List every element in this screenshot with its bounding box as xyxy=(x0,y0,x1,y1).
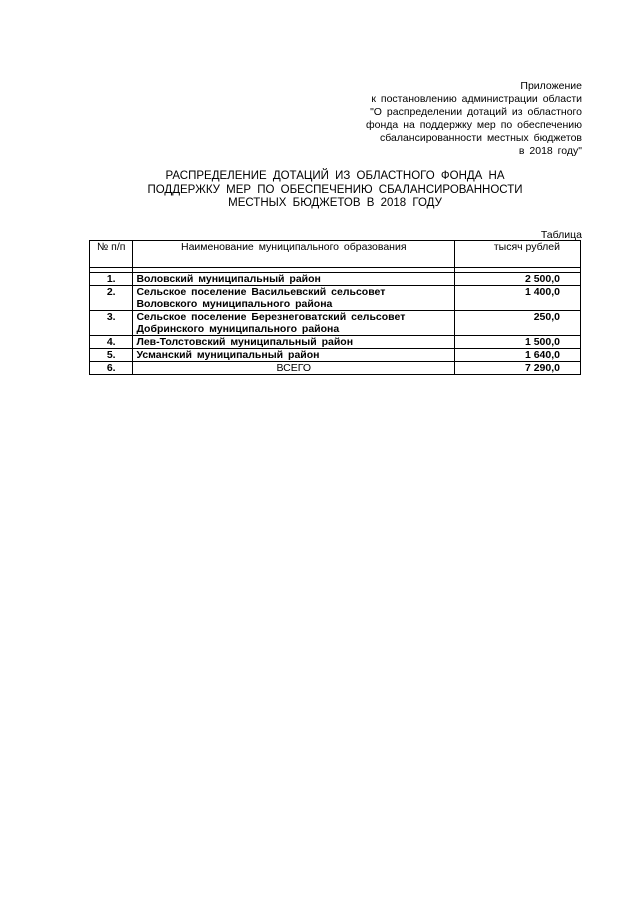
row-name xyxy=(133,311,455,336)
table-row xyxy=(90,311,581,336)
appendix-header xyxy=(282,80,582,158)
row-name-line: Воловский муниципальный район xyxy=(136,273,321,285)
table-header-row xyxy=(90,241,581,268)
table-row xyxy=(90,349,581,362)
header-num: № п/п xyxy=(90,241,133,268)
table-row xyxy=(90,286,581,311)
row-name-line: Добринского муниципального района xyxy=(136,323,340,335)
table-row xyxy=(90,273,581,286)
header-name: Наименование муниципального образования xyxy=(133,241,455,268)
row-amount: 1 400,0 xyxy=(455,286,581,311)
document-title xyxy=(100,170,570,211)
table-label: Таблица xyxy=(540,229,582,241)
total-amount: 7 290,0 xyxy=(455,362,581,375)
row-amount: 250,0 xyxy=(455,311,581,336)
row-name xyxy=(133,349,455,362)
row-num: 4. xyxy=(90,336,133,349)
allocation-table xyxy=(89,240,581,375)
header-amount: тысяч рублей xyxy=(455,241,581,268)
total-label: ВСЕГО xyxy=(133,362,455,375)
row-name xyxy=(133,336,455,349)
appendix-line: к постановлению администрации области xyxy=(371,93,582,105)
row-name-line: Воловского муниципального района xyxy=(136,298,333,310)
table-total-row xyxy=(90,362,581,375)
row-num: 1. xyxy=(90,273,133,286)
row-amount: 1 500,0 xyxy=(455,336,581,349)
appendix-line: "О распределении дотаций из областного xyxy=(370,106,582,118)
total-num: 6. xyxy=(90,362,133,375)
table-row xyxy=(90,336,581,349)
row-num: 3. xyxy=(90,311,133,336)
appendix-line: в 2018 году" xyxy=(518,145,582,157)
appendix-line: фонда на поддержку мер по обеспечению xyxy=(366,119,582,131)
row-name-line: Сельское поселение Березнеговатский сельсовет xyxy=(136,311,406,323)
row-name xyxy=(133,286,455,311)
row-amount: 2 500,0 xyxy=(455,273,581,286)
row-amount: 1 640,0 xyxy=(455,349,581,362)
row-name-line: Сельское поселение Васильевский сельсовет xyxy=(136,286,386,298)
row-name-line: Лев-Толстовский муниципальный район xyxy=(136,336,354,348)
title-line: МЕСТНЫХ БЮДЖЕТОВ В 2018 ГОДУ xyxy=(228,197,442,209)
row-name xyxy=(133,273,455,286)
row-num: 5. xyxy=(90,349,133,362)
row-name-line: Усманский муниципальный район xyxy=(136,349,320,361)
title-line: ПОДДЕРЖКУ МЕР ПО ОБЕСПЕЧЕНИЮ СБАЛАНСИРОВАННОСТИ xyxy=(147,183,523,196)
title-line: РАСПРЕДЕЛЕНИЕ ДОТАЦИЙ ИЗ ОБЛАСТНОГО ФОНДА НА xyxy=(165,170,505,182)
appendix-line: сбалансированности местных бюджетов xyxy=(379,132,582,144)
row-num: 2. xyxy=(90,286,133,311)
appendix-line: Приложение xyxy=(520,80,582,92)
